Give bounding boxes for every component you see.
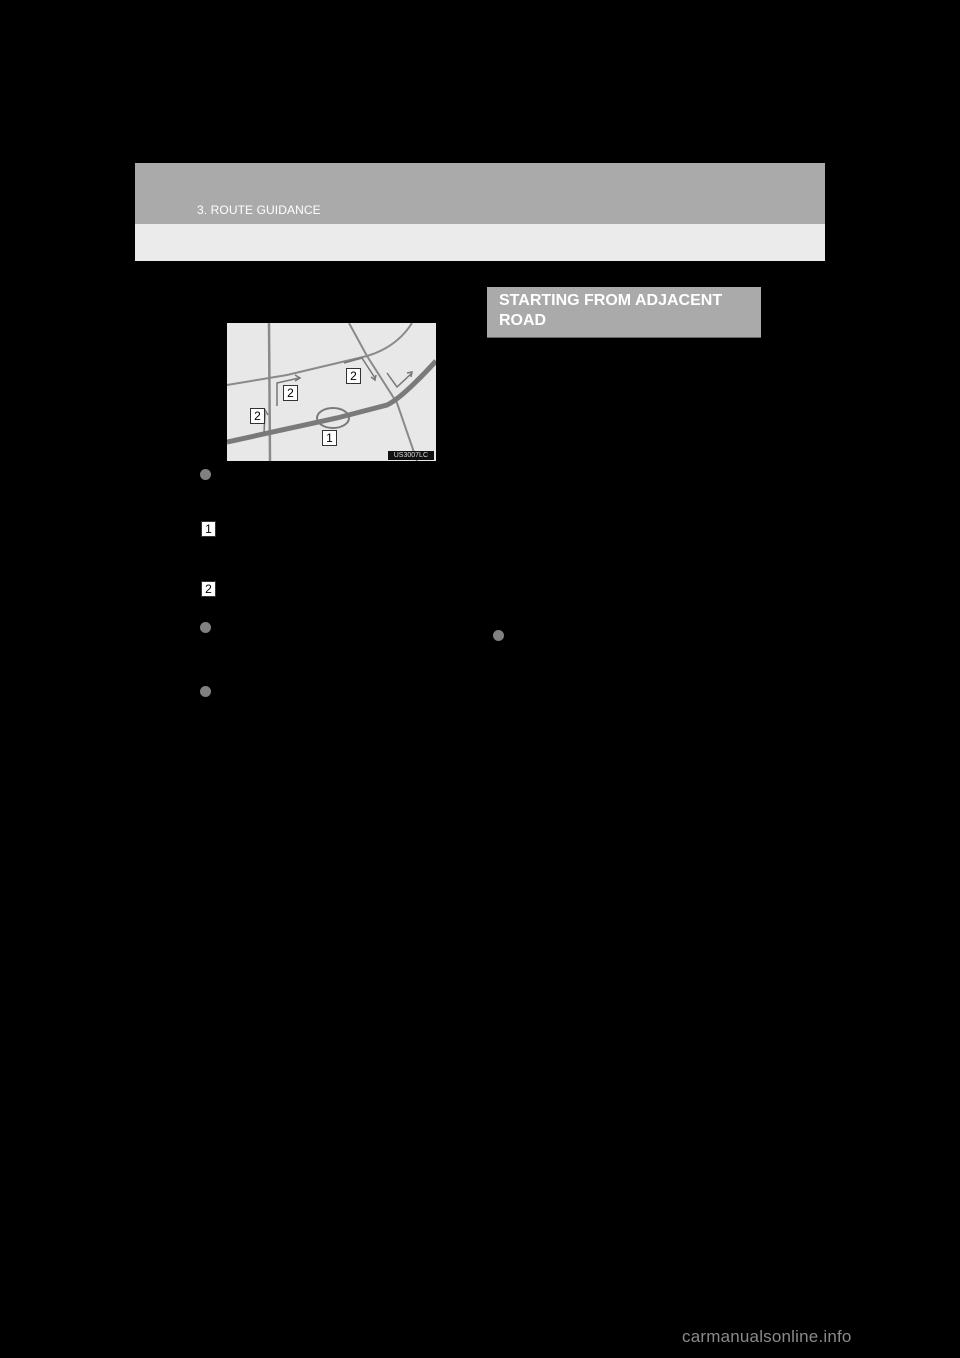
route-map-illustration (227, 323, 436, 461)
section-heading-box (487, 287, 761, 338)
section-heading: STARTING FROM ADJACENT ROAD (499, 292, 723, 329)
map-image-code: US3007LC (388, 451, 434, 460)
callout-1: 1 (322, 430, 337, 446)
callout-2-middle: 2 (283, 385, 298, 401)
page-section-title: 3. ROUTE GUIDANCE (197, 203, 321, 217)
gray-dot-bullet-icon (200, 686, 211, 697)
number-marker-2: 2 (201, 581, 216, 597)
gray-dot-bullet-icon (200, 622, 211, 633)
callout-2-right: 2 (346, 368, 361, 384)
subheader-band (135, 224, 825, 261)
watermark: carmanualsonline.info (682, 1327, 852, 1346)
gray-dot-bullet-icon (200, 469, 211, 480)
number-marker-1: 1 (201, 521, 216, 537)
gray-dot-bullet-icon (493, 630, 504, 641)
callout-2-left: 2 (250, 408, 265, 424)
